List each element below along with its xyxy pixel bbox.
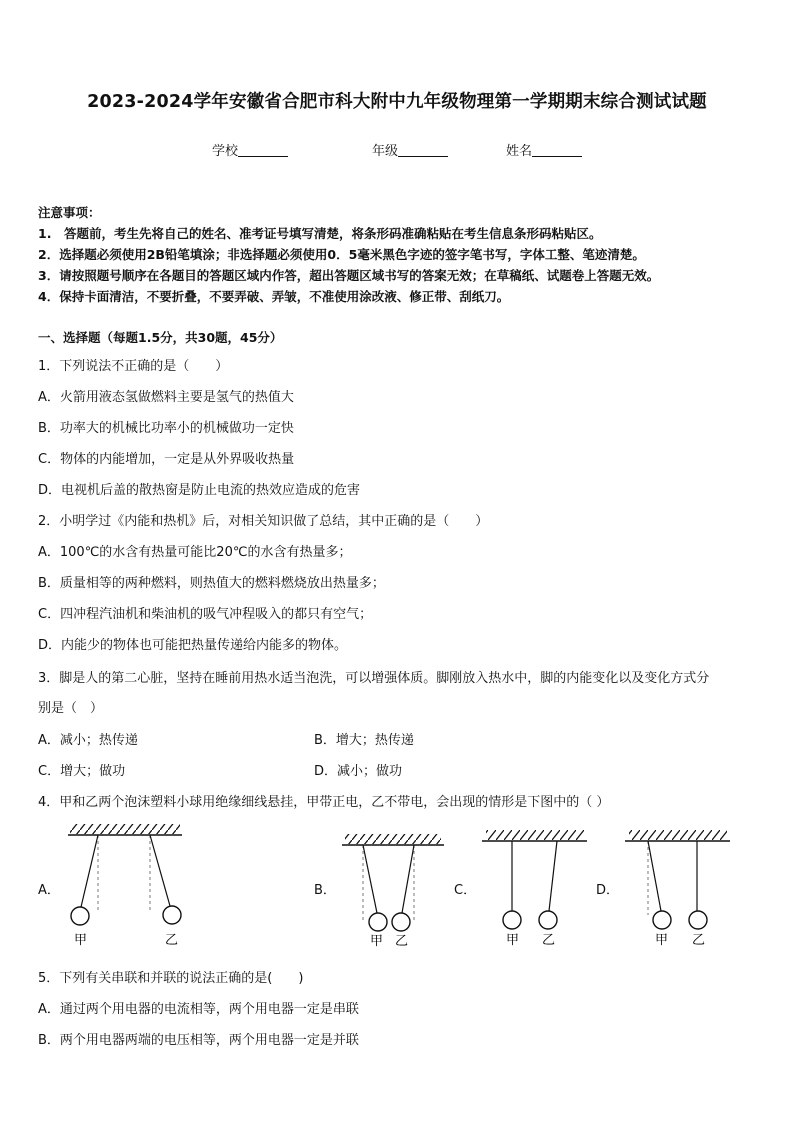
ceiling-hatch	[70, 824, 180, 834]
page-title: 2023-2024学年安徽省合肥市科大附中九年级物理第一学期期末综合测试试题	[87, 92, 707, 112]
ball-yi	[539, 911, 557, 929]
q1-option-a[interactable]: A．火箭用液态氢做燃料主要是氢气的热值大	[38, 390, 294, 405]
pendulum-figure-b[interactable]	[342, 834, 444, 949]
q1-option-c[interactable]: C．物体的内能增加，一定是从外界吸收热量	[38, 452, 295, 467]
ball-label: 乙	[692, 933, 706, 948]
thread	[549, 841, 557, 911]
thread	[81, 835, 98, 907]
ball-jia	[653, 911, 671, 929]
note-item: 3．请按照题号顺序在各题目的答题区域内作答，超出答题区域书写的答案无效；在草稿纸、试题卷上答题无效。	[38, 268, 660, 283]
note-item: 4．保持卡面清洁，不要折叠，不要弄破、弄皱，不准使用涂改液、修正带、刮纸刀。	[38, 289, 510, 304]
q2-option-a[interactable]: A．100℃的水含有热量可能比20℃的水含有热量多；	[38, 545, 352, 560]
ball-label: 乙	[165, 933, 179, 948]
q3-option-a[interactable]: A．减小；热传递	[38, 733, 138, 748]
q3-option-b[interactable]: B．增大；热传递	[314, 733, 414, 748]
q5-option-b[interactable]: B．两个用电器两端的电压相等，两个用电器一定是并联	[38, 1033, 359, 1048]
ball-yi	[163, 906, 181, 924]
name-blank[interactable]	[532, 143, 582, 157]
grade-blank[interactable]	[398, 143, 448, 157]
q2-option-c[interactable]: C．四冲程汽油机和柴油机的吸气冲程吸入的都只有空气；	[38, 607, 373, 622]
q4-option-b-label[interactable]: B．	[314, 883, 336, 898]
school-field[interactable]	[212, 140, 288, 159]
ball-label: 甲	[655, 933, 669, 948]
ball-jia	[503, 911, 521, 929]
q4-option-d-label[interactable]: D．	[596, 883, 620, 898]
ball-yi	[392, 913, 410, 931]
ball-label: 乙	[542, 933, 556, 948]
thread	[402, 845, 414, 913]
name-label: 姓名	[506, 144, 533, 159]
thread	[648, 841, 661, 911]
q1-option-b[interactable]: B．功率大的机械比功率小的机械做功一定快	[38, 421, 294, 436]
pendulum-figure-c[interactable]	[482, 830, 587, 948]
ceiling-hatch	[345, 834, 441, 844]
q4-option-c-label[interactable]: C．	[454, 883, 477, 898]
question-3-stem: 3．脚是人的第二心脏，坚持在睡前用热水适当泡洗，可以增强体质。脚刚放入热水中，脚的内能变化以及变化方式分	[38, 671, 710, 686]
question-5-stem: 5．下列有关串联和并联的说法正确的是( )	[38, 971, 304, 986]
grade-field[interactable]	[372, 140, 448, 159]
pendulum-figure-d[interactable]	[625, 830, 730, 948]
school-label: 学校	[212, 144, 239, 159]
question-1-stem: 1．下列说法不正确的是（ ）	[38, 359, 229, 374]
grade-label: 年级	[372, 144, 399, 159]
ball-label: 甲	[74, 933, 88, 948]
q2-option-b[interactable]: B．质量相等的两种燃料，则热值大的燃料燃烧放出热量多；	[38, 576, 385, 591]
question-3-stem-cont: 别是（ ）	[38, 701, 104, 716]
q3-option-d[interactable]: D．减小；做功	[314, 764, 403, 779]
name-field[interactable]	[506, 140, 582, 159]
note-item: 2．选择题必须使用2B铅笔填涂；非选择题必须使用0．5毫米黑色字迹的签字笔书写，字体工整、笔迹清楚。	[38, 247, 645, 262]
ball-jia	[369, 913, 387, 931]
q3-option-c[interactable]: C．增大；做功	[38, 764, 126, 779]
school-blank[interactable]	[238, 143, 288, 157]
thread	[363, 845, 377, 913]
q1-option-d[interactable]: D．电视机后盖的散热窗是防止电流的热效应造成的危害	[38, 483, 361, 498]
ball-jia	[71, 907, 89, 925]
q2-option-d[interactable]: D．内能少的物体也可能把热量传递给内能多的物体。	[38, 638, 348, 653]
ball-label: 甲	[370, 934, 384, 949]
question-4-stem: 4．甲和乙两个泡沫塑料小球用绝缘细线悬挂，甲带正电，乙不带电，会出现的情形是下图中的（ ）	[38, 795, 610, 810]
ball-yi	[689, 911, 707, 929]
note-item: 1. 答题前，考生先将自己的姓名、准考证号填写清楚，将条形码准确粘贴在考生信息条形码粘贴区。	[38, 226, 602, 241]
q5-option-a[interactable]: A．通过两个用电器的电流相等，两个用电器一定是串联	[38, 1002, 359, 1017]
pendulum-figures	[0, 820, 794, 955]
ceiling-hatch	[486, 830, 584, 840]
pendulum-figure-a[interactable]	[68, 824, 182, 948]
q4-option-a-label[interactable]: A．	[38, 883, 60, 898]
section-heading: 一、选择题（每题1.5分，共30题，45分）	[38, 330, 283, 345]
notes-heading: 注意事项：	[38, 205, 101, 220]
thread	[150, 835, 170, 906]
ball-label: 乙	[395, 934, 409, 949]
ball-label: 甲	[506, 933, 520, 948]
question-2-stem: 2．小明学过《内能和热机》后，对相关知识做了总结，其中正确的是（ ）	[38, 514, 489, 529]
ceiling-hatch	[629, 830, 727, 840]
